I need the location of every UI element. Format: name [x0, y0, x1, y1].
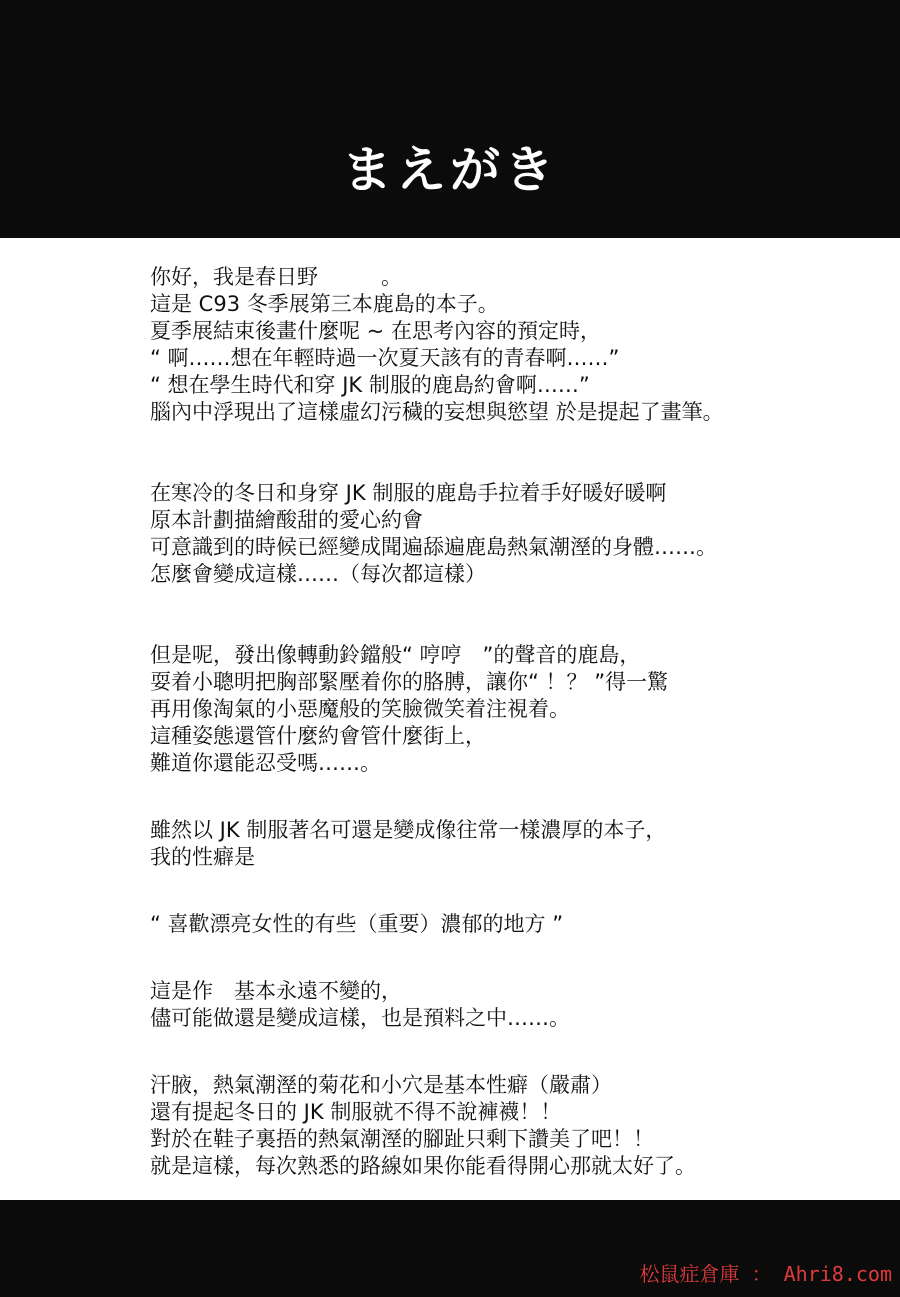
preface-text [150, 264, 870, 1180]
text-line: 這是作 基本永遠不變的， [150, 979, 402, 1003]
text-line: “ 啊……想在年輕時過一次夏天該有的青春啊……” [150, 346, 620, 370]
text-line: 怎麼會變成這樣……（每次都這樣） [150, 562, 486, 586]
text-line: 你好，我是春日野 。 [150, 265, 402, 289]
text-line: 再用像淘氣的小惡魔般的笑臉微笑着注視着。 [150, 697, 570, 721]
text-line: “ 想在學生時代和穿 JK 制服的鹿島約會啊……” [150, 373, 590, 397]
paragraph-2 [150, 480, 870, 588]
watermark: 松鼠症倉庫 ： Ahri8.com [639, 1262, 892, 1286]
text-line: 就是這樣，每次熟悉的路線如果你能看得開心那就太好了。 [150, 1154, 696, 1178]
paragraph-6 [150, 978, 870, 1032]
paragraph-3 [150, 642, 870, 777]
text-line: 汗腋，熱氣潮溼的菊花和小穴是基本性癖（嚴肅） [150, 1073, 612, 1097]
text-line: 在寒冷的冬日和身穿 JK 制服的鹿島手拉着手好暖好暖啊 [150, 481, 667, 505]
text-line: 這種姿態還管什麼約會管什麼街上， [150, 724, 486, 748]
text-line: 難道你還能忍受嗎……。 [150, 751, 381, 775]
text-line: 我的性癖是 [150, 845, 255, 869]
paragraph-5 [150, 911, 870, 938]
text-line: 雖然以 JK 制服著名可還是變成像往常一樣濃厚的本子， [150, 818, 667, 842]
text-line: “ 喜歡漂亮女性的有些（重要）濃郁的地方 ” [150, 912, 564, 936]
text-line: 還有提起冬日的 JK 制服就不得不說褲襪！！ [150, 1100, 562, 1124]
text-line: 但是呢，發出像轉動鈴鐺般“ 哼哼 ”的聲音的鹿島， [150, 643, 641, 667]
paragraph-7 [150, 1072, 870, 1180]
text-line: 對於在鞋子裏捂的熱氣潮溼的腳趾只剩下讚美了吧！！ [150, 1127, 654, 1151]
paragraph-1 [150, 264, 870, 426]
text-line: 這是 C93 冬季展第三本鹿島的本子。 [150, 292, 499, 316]
title-band [0, 0, 900, 238]
text-line: 可意識到的時候已經變成聞遍舔遍鹿島熱氣潮溼的身體……。 [150, 535, 717, 559]
text-line: 腦內中浮現出了這樣虛幻污穢的妄想與慾望 於是提起了畫筆。 [150, 400, 724, 424]
text-line: 儘可能做還是變成這樣，也是預料之中……。 [150, 1006, 570, 1030]
text-line: 原本計劃描繪酸甜的愛心約會 [150, 508, 423, 532]
page-title: まえがき [342, 141, 558, 199]
text-line: 夏季展結束後畫什麼呢 ~ 在思考內容的預定時， [150, 319, 601, 343]
text-line: 耍着小聰明把胸部緊壓着你的胳膊，讓你“ ！？ ”得一驚 [150, 670, 669, 694]
paragraph-4 [150, 817, 870, 871]
